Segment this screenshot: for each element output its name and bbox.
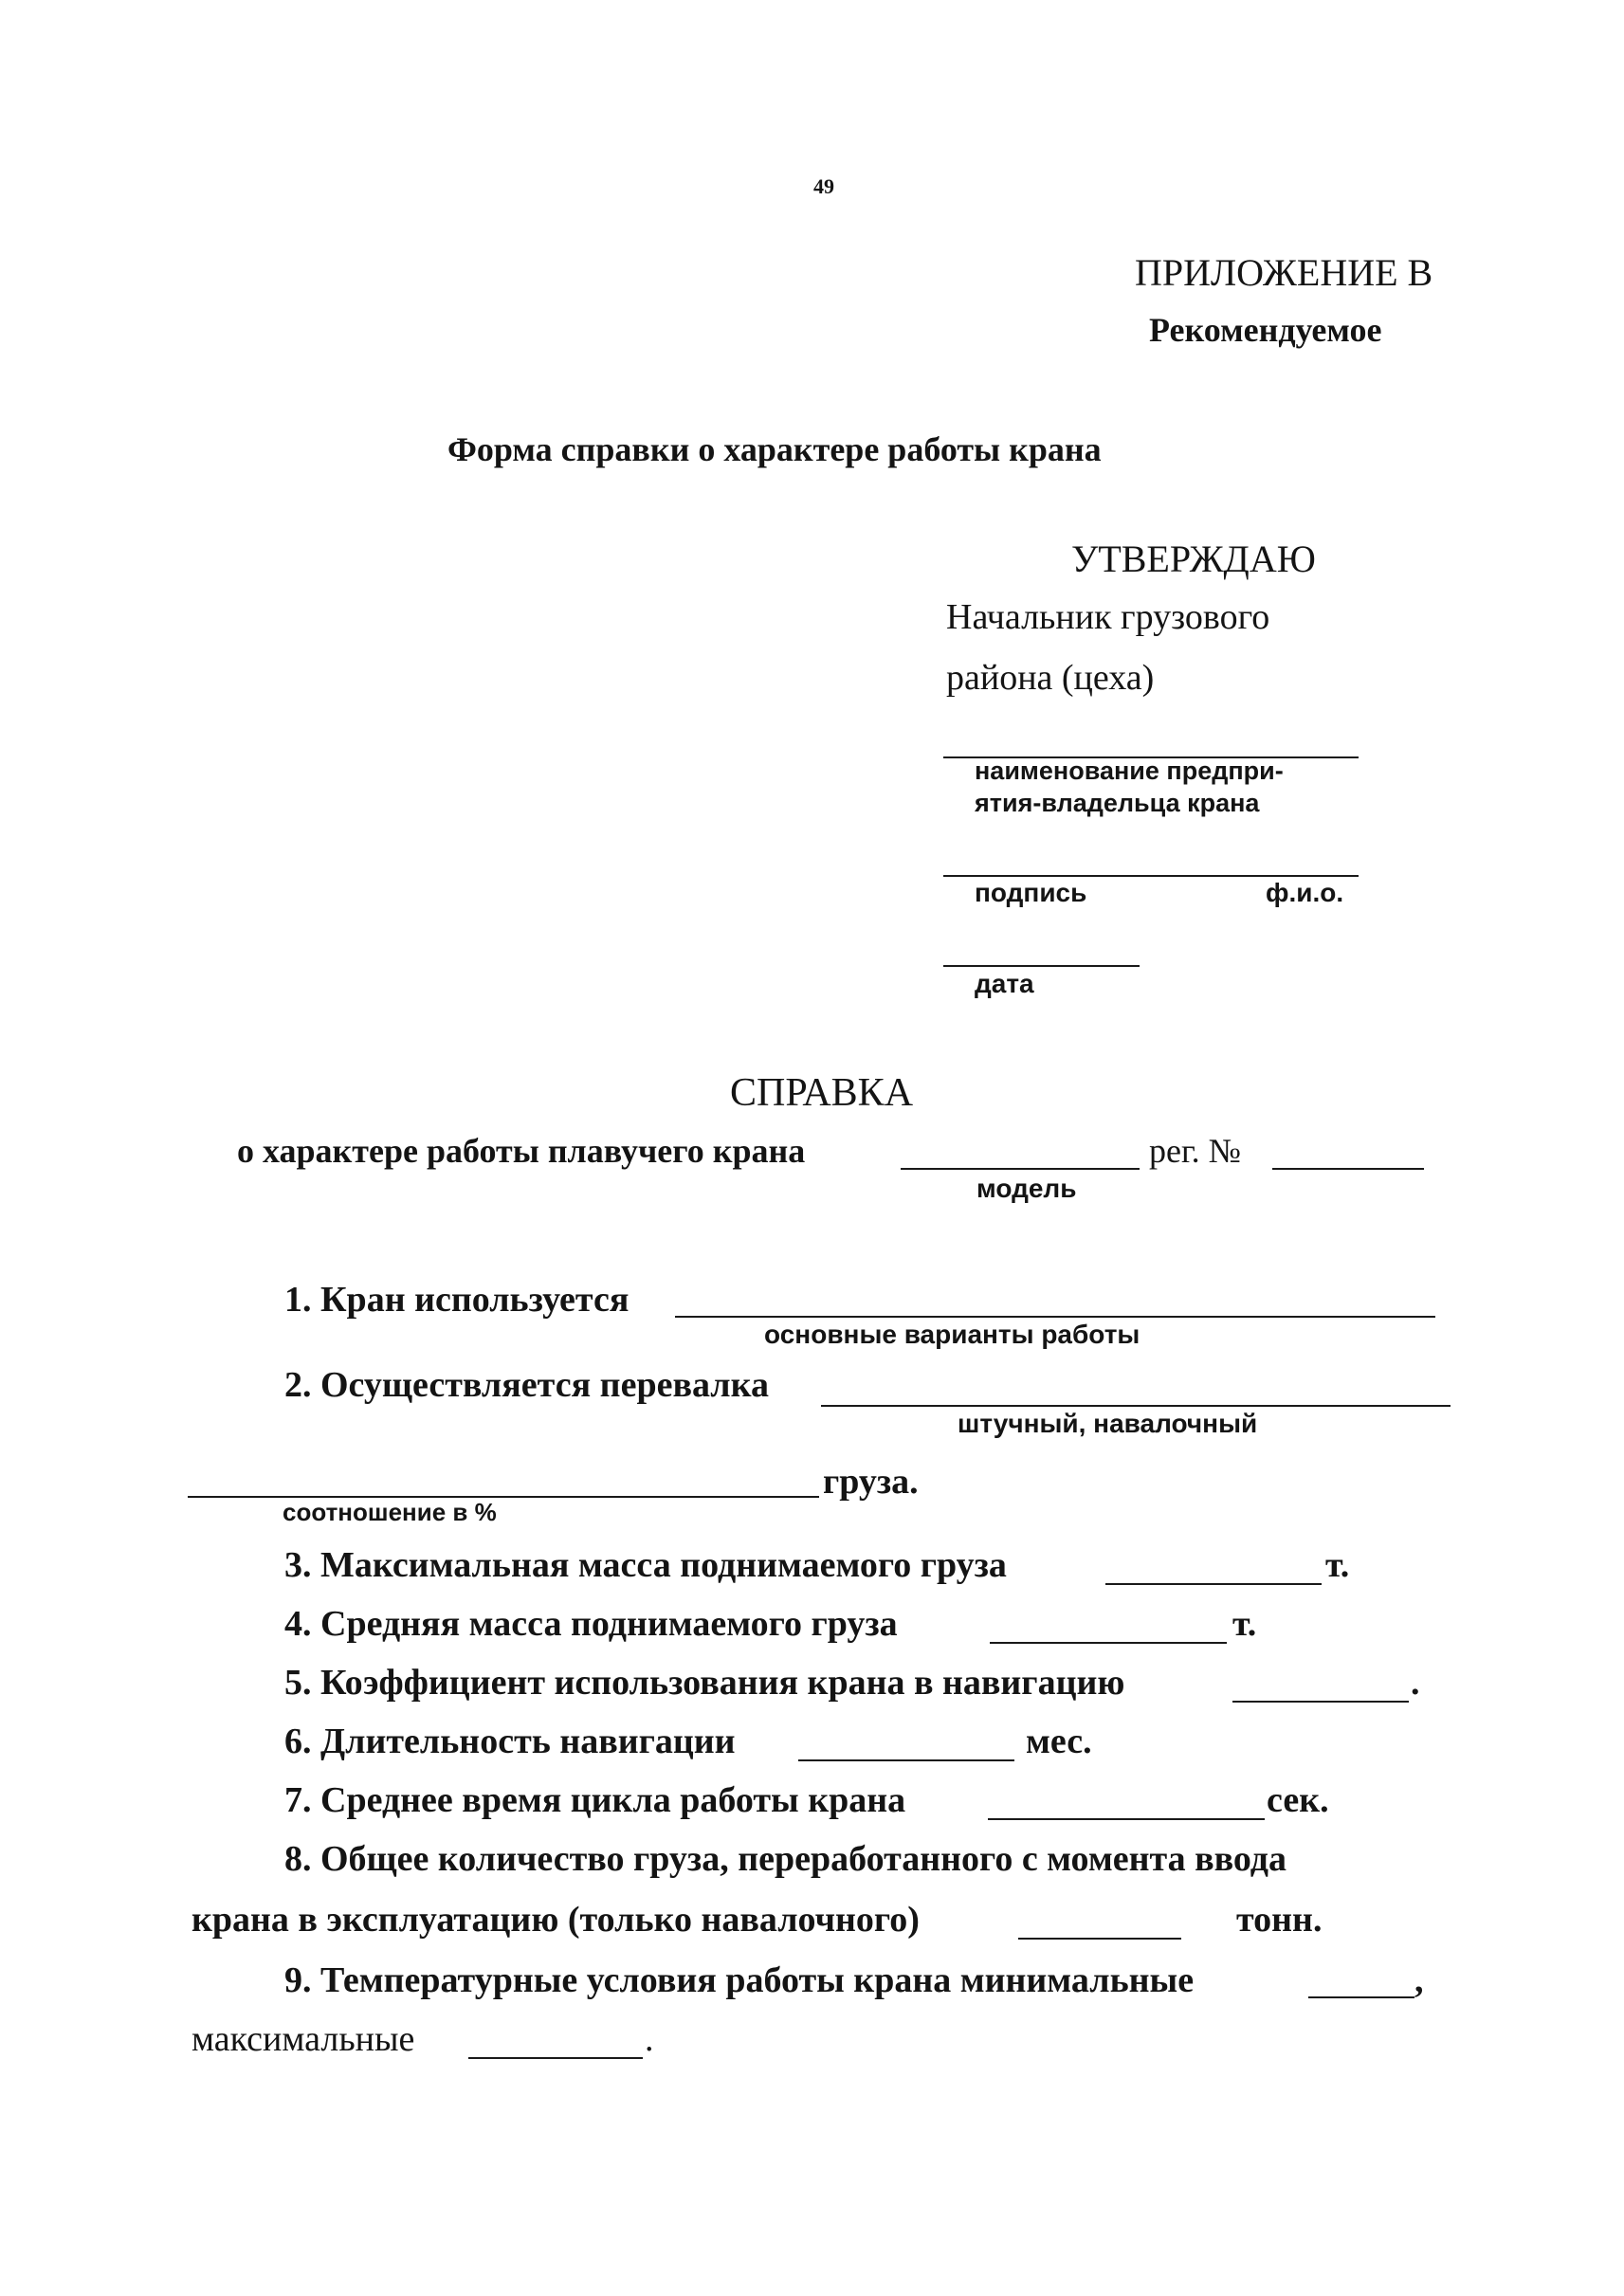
item-9-separator: , xyxy=(1414,1960,1424,2000)
approval-heading: УТВЕРЖДАЮ xyxy=(1071,538,1316,580)
appendix-title: ПРИЛОЖЕНИЕ В xyxy=(1135,251,1433,294)
item-7-unit: сек. xyxy=(1267,1780,1329,1820)
item-9-line1: 9. Температурные условия работы крана минимальные xyxy=(284,1960,1195,2000)
form-title: Форма справки о характере работы крана xyxy=(447,430,1102,468)
item-9-end: . xyxy=(645,2019,654,2059)
appendix-status: Рекомендуемое xyxy=(1149,311,1382,349)
item-2-caption: штучный, навалочный xyxy=(958,1409,1258,1438)
item-8-line2: крана в эксплуатацию (только навалочного) xyxy=(192,1900,920,1940)
certificate-title: СПРАВКА xyxy=(730,1071,914,1115)
approval-position-line2: района (цеха) xyxy=(946,658,1155,698)
item-1-caption: основные варианты работы xyxy=(764,1320,1140,1349)
certificate-subtitle: о характере работы плавучего крана xyxy=(237,1132,806,1170)
date-caption: дата xyxy=(975,969,1034,998)
item-3-line xyxy=(1105,1583,1322,1585)
item-5-text: 5. Коэффициент использования крана в навигацию xyxy=(284,1663,1125,1703)
item-2-caption2: соотношение в % xyxy=(283,1498,497,1526)
item-6-unit: мес. xyxy=(1026,1722,1092,1761)
reg-number-line xyxy=(1272,1168,1424,1170)
item-7-text: 7. Среднее время цикла работы крана xyxy=(284,1780,906,1820)
item-3-unit: т. xyxy=(1325,1545,1350,1585)
reg-number-label: рег. № xyxy=(1149,1132,1242,1170)
page-number: 49 xyxy=(813,174,834,198)
item-3-text: 3. Максимальная масса поднимаемого груза xyxy=(284,1545,1007,1585)
date-line xyxy=(943,965,1140,967)
item-1-line xyxy=(675,1316,1435,1318)
item-8-line1: 8. Общее количество груза, переработанного с момента ввода xyxy=(284,1839,1287,1879)
item-7-line xyxy=(988,1818,1265,1820)
signature-line xyxy=(943,875,1359,877)
model-line xyxy=(901,1168,1140,1170)
organization-caption-line2: ятия-владельца крана xyxy=(975,789,1260,817)
item-5-end: . xyxy=(1411,1663,1420,1703)
signature-caption: подпись xyxy=(975,878,1087,907)
item-6-text: 6. Длительность навигации xyxy=(284,1722,736,1761)
item-9-line2: максимальные xyxy=(192,2019,415,2059)
item-9-min-line xyxy=(1308,1996,1414,1998)
item-2-end: груза. xyxy=(823,1462,919,1502)
item-2-line xyxy=(821,1405,1451,1407)
item-8-line xyxy=(1018,1938,1181,1940)
item-8-unit: тонн. xyxy=(1236,1900,1323,1940)
item-4-text: 4. Средняя масса поднимаемого груза xyxy=(284,1604,898,1644)
organization-caption-line1: наименование предпри- xyxy=(975,756,1284,785)
name-caption: ф.и.о. xyxy=(1266,878,1344,907)
item-6-line xyxy=(798,1759,1014,1761)
item-1-text: 1. Кран используется xyxy=(284,1280,630,1320)
item-4-unit: т. xyxy=(1232,1604,1257,1644)
model-caption: модель xyxy=(976,1174,1077,1203)
item-4-line xyxy=(990,1642,1227,1644)
item-5-line xyxy=(1232,1701,1409,1703)
approval-position-line1: Начальник грузового xyxy=(946,597,1270,637)
item-9-max-line xyxy=(468,2057,643,2059)
item-2-text: 2. Осуществляется перевалка xyxy=(284,1365,769,1405)
